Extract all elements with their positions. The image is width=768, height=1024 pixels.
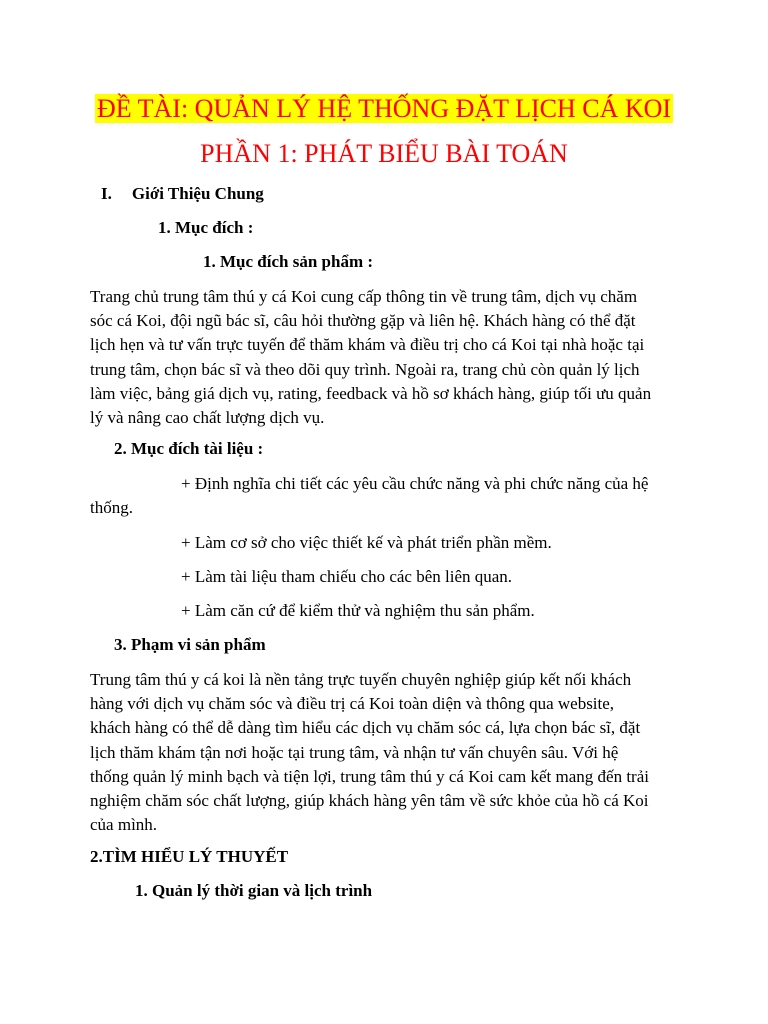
paragraph-line: lịch thăm khám tận nơi hoặc tại trung tâm, và nhận tư vấn chuyên sâu. Với hệ <box>90 742 619 762</box>
bullet-item: + Làm cơ sở cho việc thiết kế và phát triển phần mềm. <box>181 533 552 552</box>
paragraph-line: làm việc, bảng giá dịch vụ, rating, feedback và hồ sơ khách hàng, giúp tối ưu quản <box>90 383 652 403</box>
section-title: Giới Thiệu Chung <box>131 184 264 203</box>
paragraph-line: lịch hẹn và tư vấn trực tuyến để thăm khám và điều trị cho cá Koi tại nhà hoặc tại <box>90 335 645 355</box>
bullet-item: + Làm tài liệu tham chiếu cho các bên liên quan. <box>181 567 513 586</box>
paragraph-line: sóc cá Koi, đội ngũ bác sĩ, câu hỏi thường gặp và liên hệ. Khách hàng có thể đặt <box>90 311 636 331</box>
document-title <box>0 93 768 125</box>
subheading-product-scope: 3. Phạm vi sản phẩm <box>114 635 266 654</box>
paragraph-line: hàng với dịch vụ chăm sóc và điều trị cá Koi toàn diện và thông qua website, <box>90 694 615 714</box>
subheading-time-management: 1. Quản lý thời gian và lịch trình <box>135 881 373 900</box>
subheading-purpose: 1. Mục đích : <box>158 218 254 237</box>
paragraph-line: thống quản lý minh bạch và tiện lợi, trung tâm thú y cá Koi cam kết mang đến trải <box>90 766 649 786</box>
paragraph-line: của mình. <box>90 815 158 835</box>
paragraph-line: lý và nâng cao chất lượng dịch vụ. <box>90 408 325 428</box>
title-highlight: ĐỀ TÀI: QUẢN LÝ HỆ THỐNG ĐẶT LỊCH CÁ KOI <box>96 94 672 123</box>
paragraph-product-purpose <box>90 285 680 430</box>
paragraph-line: Trang chủ trung tâm thú y cá Koi cung cấp thông tin về trung tâm, dịch vụ chăm <box>90 287 638 306</box>
part-heading: PHẦN 1: PHÁT BIỂU BÀI TOÁN <box>200 139 568 168</box>
bullet-item: + Định nghĩa chi tiết các yêu cầu chức năng và phi chức năng của hệ <box>181 474 649 493</box>
paragraph-line: khách hàng có thể dễ dàng tìm hiểu các dịch vụ chăm sóc cá, lựa chọn bác sĩ, đặt <box>90 718 641 738</box>
paragraph-line: trung tâm, chọn bác sĩ và theo dõi quy trình. Ngoài ra, trang chủ còn quản lý lịch <box>90 359 640 379</box>
section-heading-theory: 2.TÌM HIỂU LÝ THUYẾT <box>90 847 289 866</box>
subheading-document-purpose: 2. Mục đích tài liệu : <box>114 439 264 458</box>
paragraph-line: Trung tâm thú y cá koi là nền tảng trực tuyến chuyên nghiệp giúp kết nối khách <box>90 670 632 689</box>
bullet-continuation: thống. <box>90 498 133 517</box>
paragraph-line: nghiệm chăm sóc chất lượng, giúp khách hàng yên tâm về sức khỏe của hồ cá Koi <box>90 791 649 811</box>
bullet-item: + Làm căn cứ để kiểm thử và nghiệm thu sản phẩm. <box>181 601 535 620</box>
section-number: I. <box>101 184 112 203</box>
section-heading-intro <box>101 183 264 205</box>
subheading-product-purpose: 1. Mục đích sản phẩm : <box>203 252 374 271</box>
paragraph-product-scope <box>90 668 680 837</box>
